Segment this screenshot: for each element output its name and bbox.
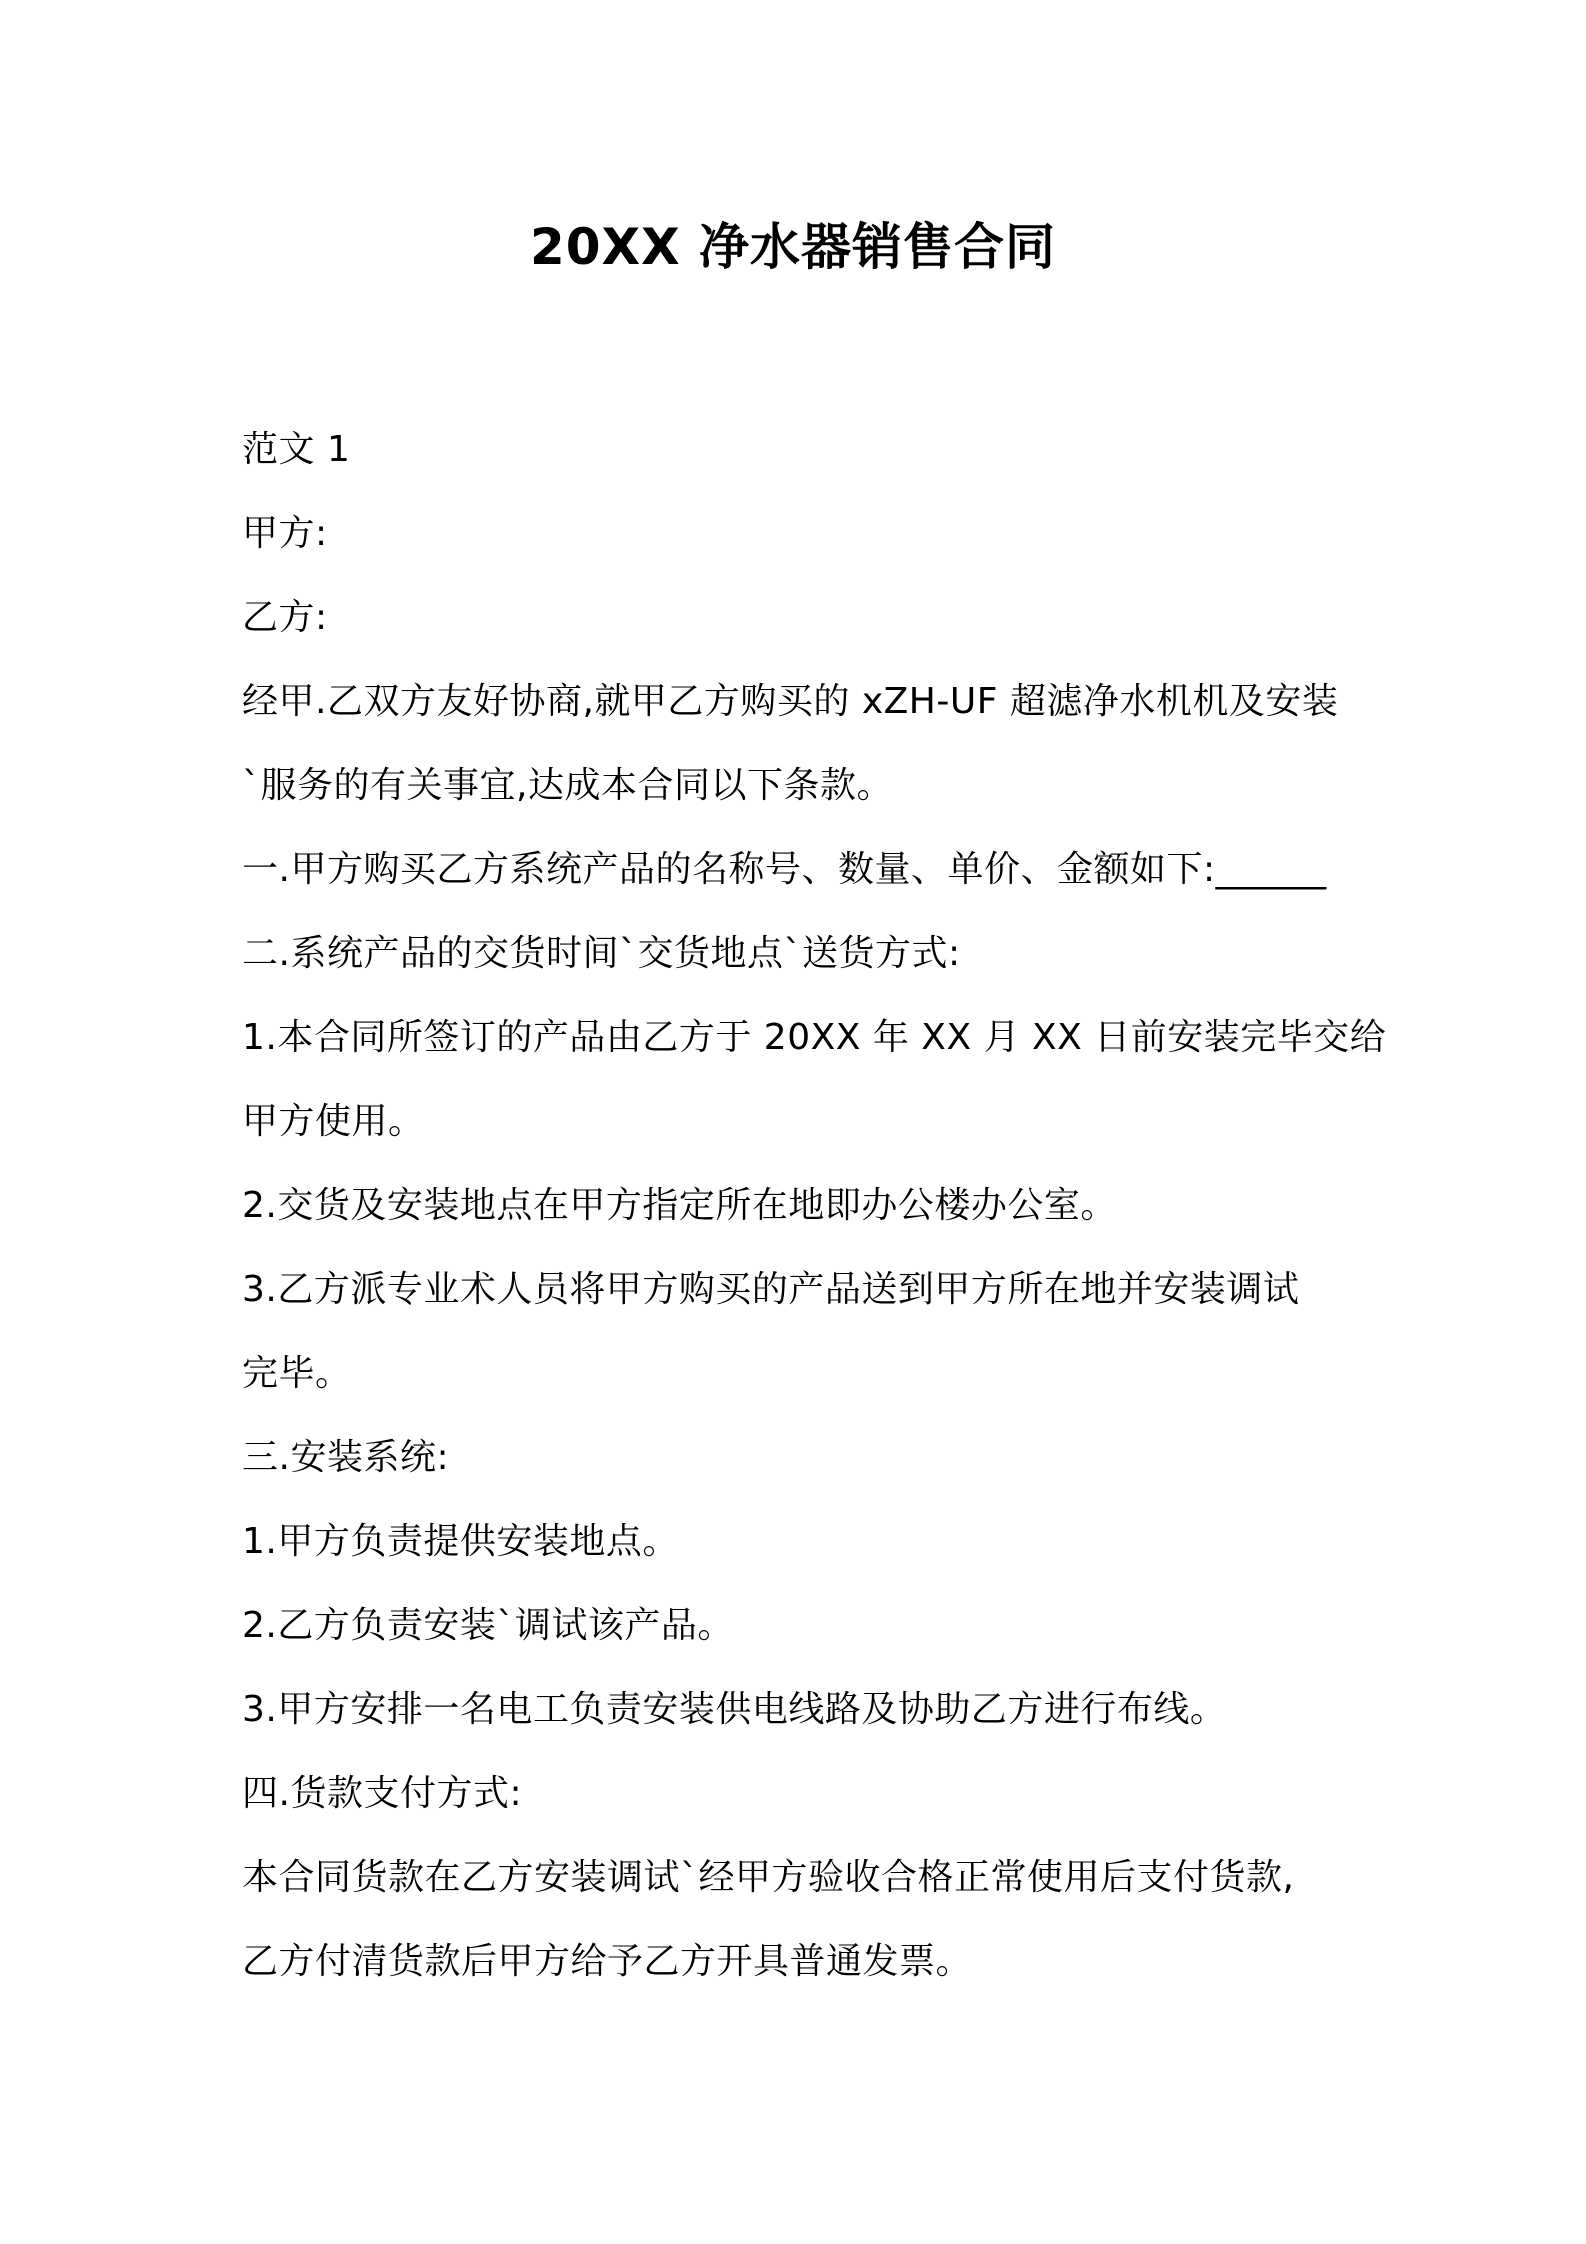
clause-2-item-3-line-2: 完毕。 bbox=[242, 1353, 352, 1394]
clause-4-heading: 四.货款支付方式: bbox=[242, 1773, 523, 1814]
clause-2-heading: 二.系统产品的交货时间`交货地点`送货方式: bbox=[242, 933, 961, 974]
clause-3-heading: 三.安装系统: bbox=[242, 1437, 450, 1478]
document-body bbox=[242, 408, 1387, 2004]
clause-2-item-3-line-1: 3.乙方派专业术人员将甲方购买的产品送到甲方所在地并安装调试 bbox=[242, 1269, 1300, 1310]
sample-label: 范文 1 bbox=[242, 429, 351, 470]
preamble-line-1: 经甲.乙双方友好协商,就甲乙方购买的 xZH-UF 超滤净水机机及安装 bbox=[242, 681, 1339, 722]
clause-2-item-1-line-1: 1.本合同所签订的产品由乙方于 20XX 年 XX 月 XX 日前安装完毕交给 bbox=[242, 1017, 1387, 1058]
clause-3-item-2: 2.乙方负责安装`调试该产品。 bbox=[242, 1605, 734, 1646]
clause-2-item-1-line-2: 甲方使用。 bbox=[242, 1101, 425, 1142]
party-a-field: 甲方: bbox=[242, 513, 328, 554]
clause-4-text-line-1: 本合同货款在乙方安装调试`经甲方验收合格正常使用后支付货款, bbox=[242, 1857, 1295, 1898]
preamble-line-2: `服务的有关事宜,达成本合同以下条款。 bbox=[242, 765, 893, 806]
clause-1-heading: 一.甲方购买乙方系统产品的名称号、数量、单价、金额如下:______ bbox=[242, 849, 1327, 890]
document-title: 20XX 净水器销售合同 bbox=[529, 218, 1057, 276]
party-b-field: 乙方: bbox=[242, 597, 328, 638]
clause-3-item-3: 3.甲方安排一名电工负责安装供电线路及协助乙方进行布线。 bbox=[242, 1689, 1227, 1730]
clause-3-item-1: 1.甲方负责提供安装地点。 bbox=[242, 1521, 679, 1562]
clause-4-text-line-2: 乙方付清货款后甲方给予乙方开具普通发票。 bbox=[242, 1941, 973, 1982]
clause-2-item-2: 2.交货及安装地点在甲方指定所在地即办公楼办公室。 bbox=[242, 1185, 1117, 1226]
